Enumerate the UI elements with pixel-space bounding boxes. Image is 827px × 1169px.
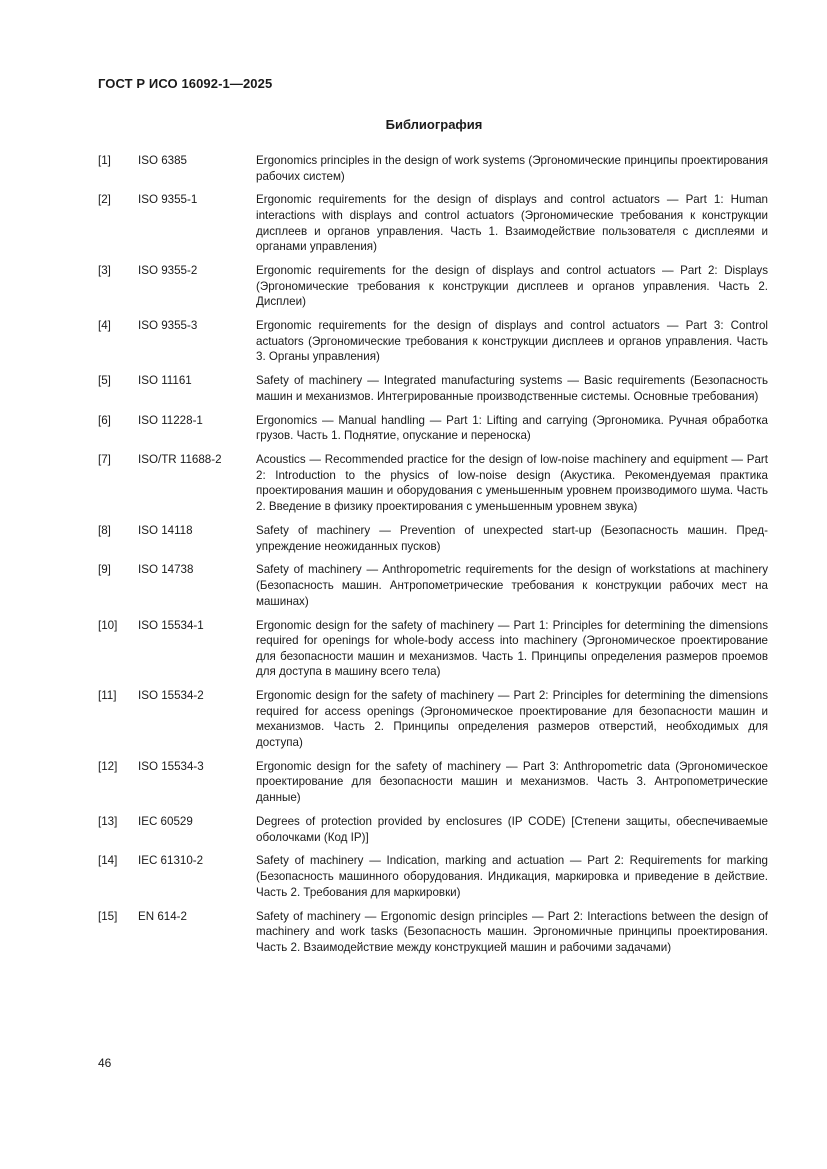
bibliography-entry <box>98 853 768 900</box>
entry-standard-code: ISO 9355-3 <box>138 319 198 333</box>
entry-number: [14] <box>98 854 118 868</box>
entry-standard-code: ISO 15534-2 <box>138 689 204 703</box>
entry-title: Safety of machinery — Anthropometric requirements for the design of workstations at machinery (Безопасность машин. Антропометрические требования к конструкции рабочих мест на машинах) <box>256 563 768 608</box>
bibliography-entry <box>98 318 768 365</box>
entry-number: [12] <box>98 759 118 773</box>
entry-standard-code: ISO/TR 11688-2 <box>138 453 222 467</box>
entry-title: Ergonomic design for the safety of machinery — Part 2: Principles for determining the dimensions required for access openings (Эргономическое проектирование для безопасности машин и механизмов. Часть 2. Принципы определения размеров отверстий, необходимых для доступа) <box>256 689 768 749</box>
section-title: Библиография <box>385 117 483 132</box>
bibliography-entry <box>98 413 768 444</box>
document-header: ГОСТ Р ИСО 16092-1—2025 <box>98 76 273 91</box>
entry-title: Ergonomics — Manual handling — Part 1: Lifting and carrying (Эргономика. Ручная обработка грузов. Часть 1. Поднятие, опускание и переноска) <box>256 413 768 443</box>
bibliography-entry <box>98 192 768 254</box>
entry-standard-code: ISO 9355-1 <box>138 193 198 207</box>
entry-standard-code: IEC 60529 <box>138 814 193 828</box>
bibliography-entry <box>98 688 768 750</box>
entry-number: [5] <box>98 374 111 388</box>
entry-number: [1] <box>98 154 111 167</box>
entry-title: Safety of machinery — Prevention of unexpected start-up (Безопасность машин. Предупреждение неожиданных пусков) <box>256 523 768 553</box>
entry-standard-code: ISO 11228-1 <box>138 413 203 427</box>
entry-title: Ergonomic requirements for the design of displays and control actuators — Part 1: Human interactions with displays and control actuators (Эргономические требования к конструкции дисплеев и органов управления. Часть 1. Взаимодействие пользователя с дисплеями и органами управления) <box>256 193 768 254</box>
entry-title: Ergonomic design for the safety of machinery — Part 3: Anthropometric data (Эргономическое проектирование для безопасности машин и механизмов. Часть 3. Антропометрические данные) <box>256 759 768 805</box>
entry-standard-code: ISO 14118 <box>138 523 193 537</box>
entry-number: [15] <box>98 909 118 923</box>
entry-standard-code: IEC 61310-2 <box>138 854 204 868</box>
entry-number: [6] <box>98 413 111 427</box>
entry-number: [11] <box>98 689 117 703</box>
bibliography-entry <box>98 452 768 514</box>
entry-number: [8] <box>98 523 111 537</box>
entry-title: Safety of machinery — Indication, marking and actuation — Part 2: Requirements for marking (Безопасность машинного оборудования. Индикация, маркировка и приведение в действие. Часть 2. Требования для маркировки) <box>256 854 768 899</box>
entry-title: Ergonomics principles in the design of work systems (Эргономические принципы проектирования рабочих систем) <box>256 154 768 183</box>
entry-title: Ergonomic design for the safety of machinery — Part 1: Principles for determining the dimensions required for openings for whole-body access into machinery (Эргономическое проектирование для безопасности машин и механизмов. Часть 1. Принципы определения размеров проемов для доступа в машину всего тела) <box>256 618 768 679</box>
bibliography-entry <box>98 263 768 310</box>
bibliography-entry <box>98 759 768 806</box>
entry-standard-code: ISO 9355-2 <box>138 264 198 278</box>
entry-title: Degrees of protection provided by enclosures (IP CODE) [Степени защиты, обеспечиваемые оболочками (Код IP)] <box>256 814 768 844</box>
entry-standard-code: ISO 15534-3 <box>138 759 204 773</box>
bibliography-entry <box>98 562 768 609</box>
entry-standard-code: ISO 15534-1 <box>138 618 204 632</box>
bibliography-entry <box>98 523 768 554</box>
entry-standard-code: EN 614-2 <box>138 909 187 923</box>
entry-number: [3] <box>98 264 111 278</box>
bibliography-list <box>98 153 768 964</box>
entry-title: Ergonomic requirements for the design of displays and control actuators — Part 3: Control actuators (Эргономические требования к конструкции дисплеев и органов управления. Часть 3. Органы управления) <box>256 319 768 364</box>
entry-standard-code: ISO 6385 <box>138 154 187 167</box>
entry-standard-code: ISO 11161 <box>138 374 192 388</box>
entry-number: [9] <box>98 563 111 577</box>
entry-number: [10] <box>98 618 118 632</box>
bibliography-entry <box>98 618 768 680</box>
entry-title: Ergonomic requirements for the design of displays and control actuators — Part 2: Displays (Эргономические требования к конструкции дисплеев и органов управления. Часть 2. Дисплеи) <box>256 264 768 309</box>
bibliography-entry <box>98 909 768 956</box>
bibliography-entry <box>98 373 768 404</box>
entry-title: Safety of machinery — Ergonomic design principles — Part 2: Interactions between the design of machinery and work tasks (Безопасность машин. Эргономичные принципы проектирования. Часть 2. Взаимодействие между конструкцией машин и рабочими задачами) <box>256 909 768 954</box>
entry-number: [13] <box>98 814 118 828</box>
bibliography-entry <box>98 814 768 845</box>
bibliography-entry <box>98 153 768 184</box>
entry-number: [7] <box>98 453 111 467</box>
entry-title: Safety of machinery — Integrated manufacturing systems — Basic requirements (Безопасность машин и механизмов. Интегрированные производственные системы. Основные требования) <box>256 374 768 403</box>
entry-number: [4] <box>98 319 111 333</box>
page-number: 46 <box>98 1056 112 1070</box>
entry-number: [2] <box>98 193 111 207</box>
entry-standard-code: ISO 14738 <box>138 563 194 577</box>
entry-title: Acoustics — Recommended practice for the design of low-noise machinery and equipment — Part 2: Introduction to the physics of low-noise design (Акустика. Рекомендуемая практика проектирования машин и оборудования с уменьшенным уровнем производимого шума. Часть 2. Введение в физику проектирования с уменьшенным уровнем звука) <box>256 453 768 514</box>
